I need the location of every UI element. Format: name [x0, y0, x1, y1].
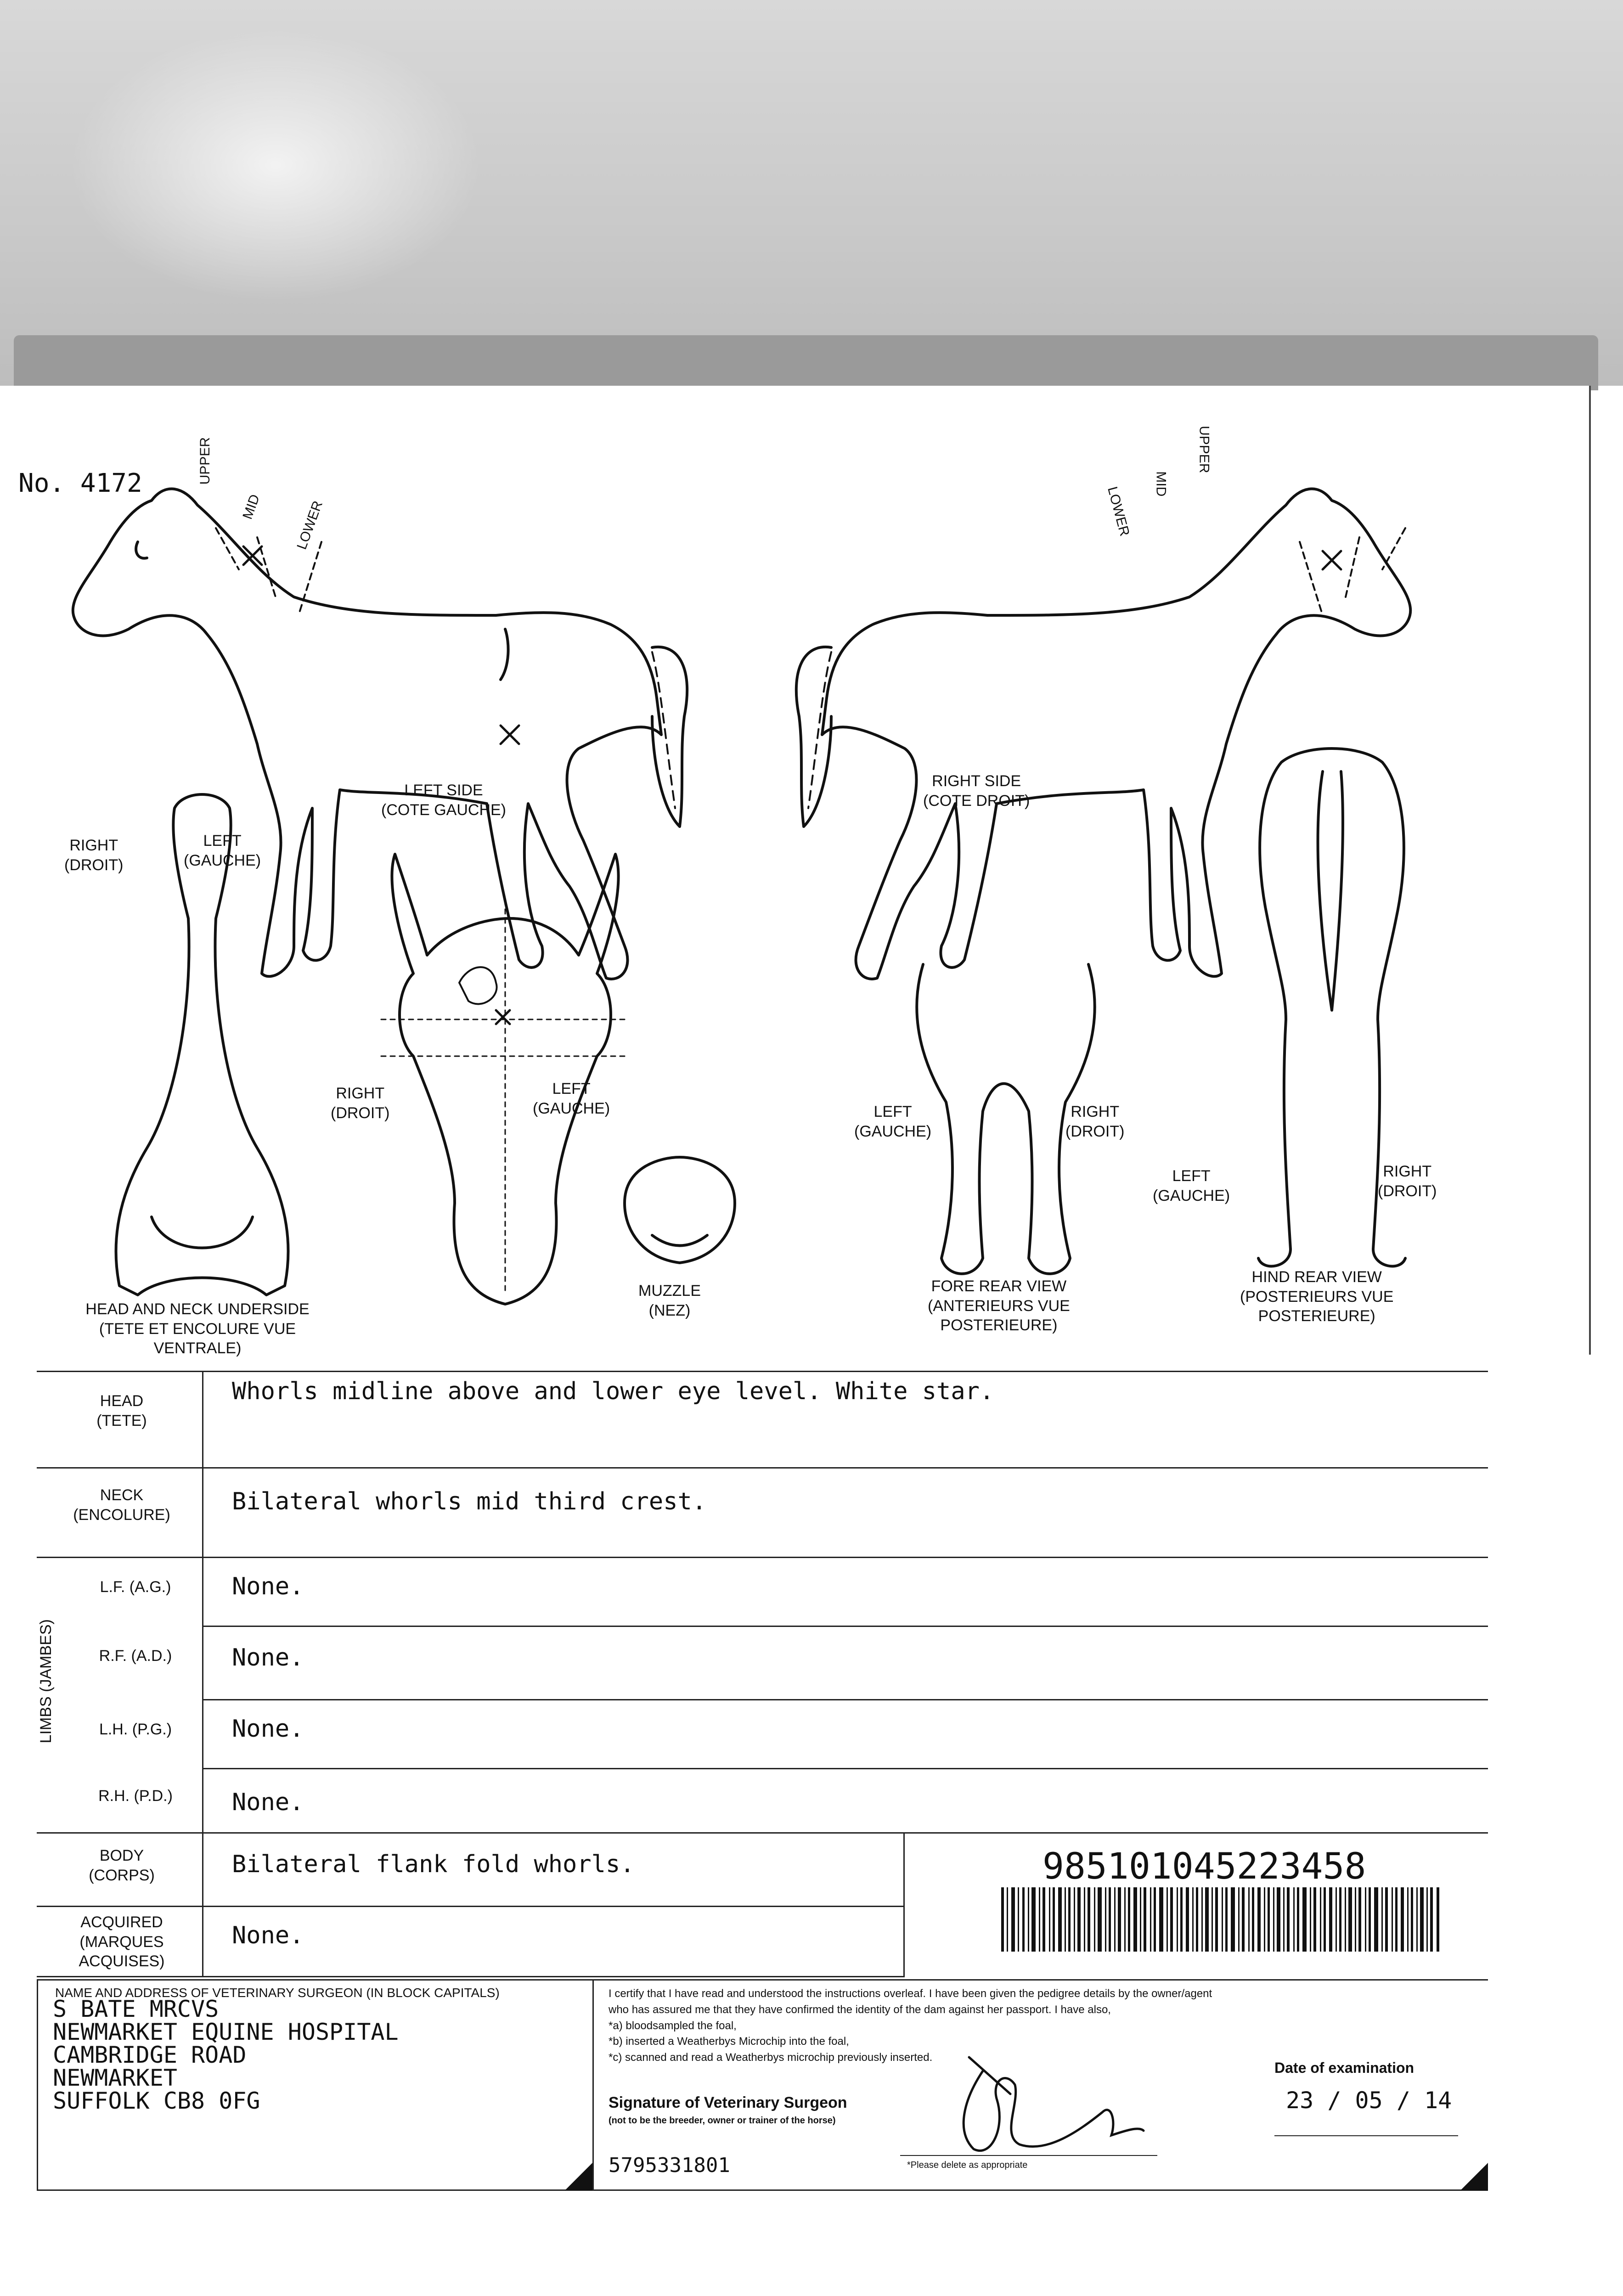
vet-line: CAMBRIDGE ROAD — [53, 2042, 247, 2068]
vet-line: NEWMARKET — [53, 2065, 177, 2091]
label-hind-rear-view: HIND REAR VIEW (POSTERIEURS VUE POSTERIEURE) — [1240, 1268, 1394, 1325]
label-mid-right: MID — [1153, 471, 1169, 497]
document-number: No. 4172 — [18, 468, 142, 498]
bottom-section-top — [37, 1979, 1488, 1981]
row-line — [202, 1768, 1488, 1769]
reference-number: 5795331801 — [609, 2154, 730, 2177]
neck-region-lines — [216, 528, 1405, 615]
date-of-examination-label: Date of examination — [1274, 2060, 1414, 2076]
examination-date: 23 / 05 / 14 — [1286, 2087, 1452, 2114]
date-line — [1274, 2135, 1458, 2136]
label-lower-right: LOWER — [1105, 485, 1133, 538]
muzzle-outline — [625, 1157, 735, 1263]
vet-line: S BATE MRCVS — [53, 1996, 219, 2022]
certification-text: I certify that I have read and understood the instructions overleaf. I have been given the pedigree details by the owner/agent who has assured me that they have confirmed the identity of the dam against her passport. I have also, *a) bloodsampled the foal, *b) inserted a Weatherbys Microchip into the foal, *c) scanned and read a Weatherbys microchip previously inserted. — [609, 1987, 1212, 2064]
vet-line: SUFFOLK CB8 0FG — [53, 2088, 260, 2114]
signature-note: (not to be the breeder, owner or trainer of the horse) — [609, 2116, 836, 2126]
vet-name-heading: NAME AND ADDRESS OF VETERINARY SURGEON (IN BLOCK CAPITALS) — [55, 1986, 500, 2000]
neck-description: Bilateral whorls mid third crest. — [232, 1488, 707, 1515]
vet-address-block — [53, 1998, 399, 2112]
row-line — [202, 1626, 1488, 1627]
label-right-side: RIGHT SIDE (COTE DROIT) — [923, 772, 1030, 810]
signature-label: Signature of Veterinary Surgeon — [609, 2094, 847, 2111]
label-muzzle: MUZZLE (NEZ) — [638, 1282, 701, 1319]
lh-description: None. — [232, 1715, 304, 1743]
head-description: Whorls midline above and lower eye level. White star. — [232, 1378, 994, 1405]
head-label: HEAD (TETE) — [96, 1392, 147, 1429]
date-month: 05 — [1355, 2087, 1383, 2114]
vet-box-corner-mark — [565, 2163, 592, 2190]
right-side-horse-outline — [796, 489, 1410, 979]
microchip-number: 985101045223458 — [1043, 1846, 1366, 1887]
microchip-barcode — [1001, 1887, 1442, 1952]
label-upper-right: UPPER — [1196, 426, 1212, 473]
row-line — [202, 1699, 1488, 1700]
vet-signature — [928, 2043, 1148, 2163]
row-line — [37, 1906, 905, 1907]
signature-line — [900, 2155, 1157, 2156]
rf-description: None. — [232, 1644, 304, 1671]
date-year: 14 — [1424, 2087, 1452, 2114]
rh-description: None. — [232, 1789, 304, 1816]
label-left-side: LEFT SIDE (COTE GAUCHE) — [381, 782, 506, 819]
vet-box-right — [592, 1979, 594, 2190]
bottom-section-bottom — [37, 2189, 1488, 2191]
label-fore-rear-view: FORE REAR VIEW (ANTERIEURS VUE POSTERIEURE) — [928, 1277, 1070, 1334]
label-head-right: RIGHT (DROIT) — [331, 1085, 390, 1122]
date-day: 23 — [1286, 2087, 1314, 2114]
label-upper: UPPER — [197, 437, 213, 485]
label-fore-left: LEFT (GAUCHE) — [854, 1103, 932, 1140]
label-hind-right: RIGHT (DROIT) — [1378, 1163, 1437, 1200]
lf-description: None. — [232, 1573, 304, 1600]
bottom-left-edge — [37, 1979, 38, 2190]
label-head-neck-underside: HEAD AND NECK UNDERSIDE (TETE ET ENCOLURE VUE VENTRALE) — [85, 1300, 310, 1357]
body-label: BODY (CORPS) — [89, 1847, 155, 1884]
label-underside-left: LEFT (GAUCHE) — [184, 832, 261, 869]
cert-box-corner-mark — [1460, 2163, 1488, 2190]
label-lower: LOWER — [294, 499, 326, 551]
vet-line: NEWMARKET EQUINE HOSPITAL — [53, 2019, 399, 2045]
acquired-label: ACQUIRED (MARQUES ACQUISES) — [79, 1913, 165, 1970]
label-column-divider — [202, 1371, 203, 1977]
body-description: Bilateral flank fold whorls. — [232, 1851, 635, 1878]
label-hind-left: LEFT (GAUCHE) — [1153, 1167, 1230, 1204]
lf-label: L.F. (A.G.) — [100, 1578, 171, 1596]
limbs-label: LIMBS (JAMBES) — [37, 1619, 55, 1744]
label-mid: MID — [240, 492, 263, 522]
row-line — [37, 1467, 1488, 1469]
lh-label: L.H. (P.G.) — [99, 1721, 172, 1738]
rf-label: R.F. (A.D.) — [99, 1647, 172, 1665]
row-line — [37, 1976, 905, 1977]
label-underside-right: RIGHT (DROIT) — [64, 837, 124, 874]
label-head-left: LEFT (GAUCHE) — [533, 1080, 610, 1117]
table-top-line — [37, 1371, 1488, 1372]
row-line — [37, 1832, 1488, 1834]
acquired-description: None. — [232, 1922, 304, 1949]
neck-label: NECK (ENCOLURE) — [73, 1486, 170, 1524]
left-side-horse-outline — [73, 489, 687, 979]
please-delete-note: *Please delete as appropriate — [907, 2160, 1028, 2170]
body-box-right — [903, 1832, 905, 1977]
rh-label: R.H. (P.D.) — [98, 1787, 173, 1805]
label-fore-right: RIGHT (DROIT) — [1065, 1103, 1125, 1140]
row-line — [37, 1557, 1488, 1558]
